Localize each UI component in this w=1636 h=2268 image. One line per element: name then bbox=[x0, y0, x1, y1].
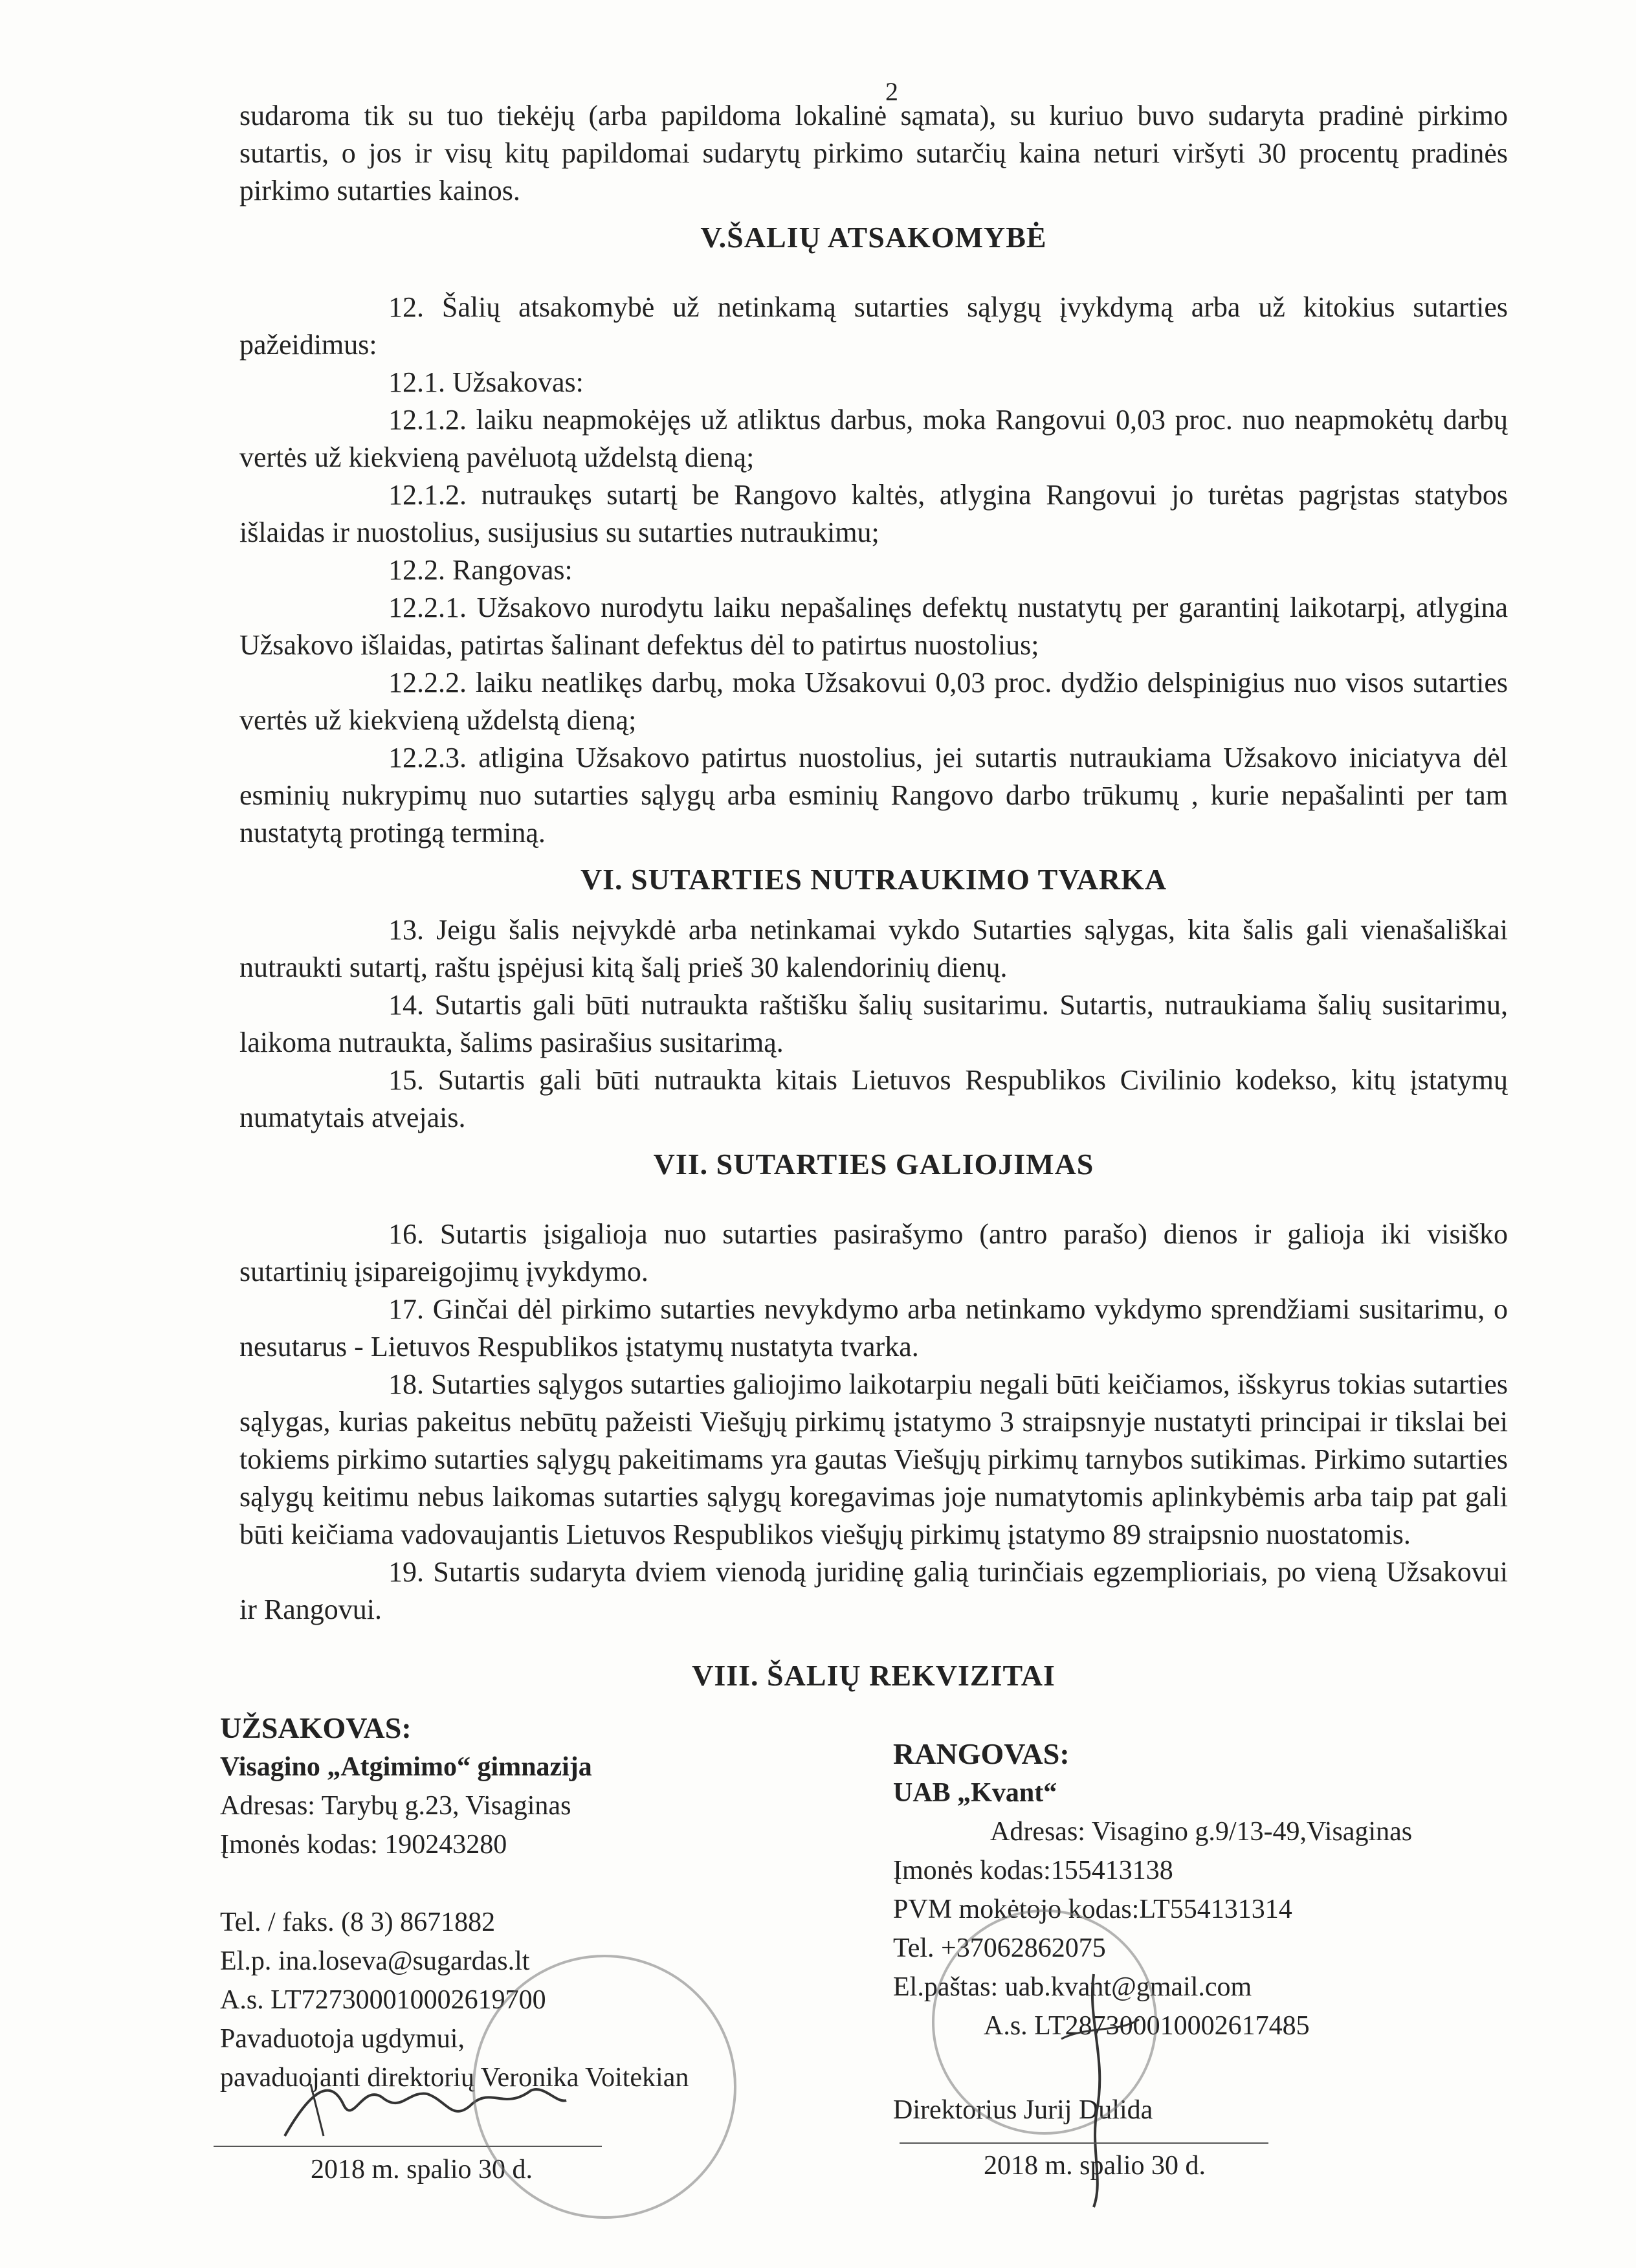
customer-signer-title: Pavaduotoja ugdymui, bbox=[220, 2024, 465, 2054]
clause-12-1-2b: 12.1.2. nutraukęs sutartį be Rangovo kaltės, atlygina Rangovui jo turėtas pagrįstas statybos išlaidas ir nuostolius, susijusius su sutarties nutraukimu; bbox=[239, 479, 1508, 548]
contractor-name: UAB „Kvant“ bbox=[893, 1778, 1057, 1808]
clause-18: 18. Sutarties sąlygos sutarties galiojimo laikotarpiu negali būti keičiamos, išskyrus tokias sutarties sąlygas, kurias pakeitus nebūtų pažeisti Viešųjų pirkimų įstatymo 3 straipsnyje nustatyti principai ir tikslai bei tokiems pirkimo sutarties sąlygų pakeitimams yra gautas Viešųjų pirkimų tarnybos sutikimas. Pirkimo sutarties sąlygų keitimu nebus laikomas sutarties sąlygų koregavimas joje numatytomis aplinkybėmis arba taip pat gali būti keičiama vadovaujantis Lietuvos Respublikos viešųjų pirkimų įstatymo 89 straipsnio nuostatomis. bbox=[239, 1368, 1508, 1550]
contractor-address: Adresas: Visagino g.9/13-49,Visaginas bbox=[990, 1817, 1413, 1847]
customer-email: El.p. ina.loseva@sugardas.lt bbox=[220, 1946, 530, 1976]
clause-13: 13. Jeigu šalis neįvykdė arba netinkamai vykdo Sutarties sąlygas, kita šalis gali vienašališkai nutraukti sutartį, raštu įspėjusi kitą šalį prieš 30 kalendorinių dienų. bbox=[239, 914, 1508, 983]
clause-12-2-1: 12.2.1. Užsakovo nurodytu laiku nepašalinęs defektų nustatytų per garantinį laikotarpį, atlygina Užsakovo išlaidas, patirtas šalinant defektus dėl to patirtus nuostolius; bbox=[239, 592, 1508, 661]
intro-paragraph: sudaroma tik su tuo tiekėjų (arba papildoma lokalinė sąmata), su kuriuo buvo sudaryta pradinė pirkimo sutartis, o jos ir visų kitų papildomai sudarytų pirkimo sutarčių kaina neturi viršyti 30 procentų pradinės pirkimo sutarties kainos. bbox=[239, 100, 1508, 206]
contractor-account: A.s. LT287300010002617485 bbox=[984, 2011, 1310, 2041]
customer-date: 2018 m. spalio 30 d. bbox=[311, 2155, 533, 2185]
contractor-role: RANGOVAS: bbox=[893, 1737, 1070, 1770]
clause-12-1: 12.1. Užsakovas: bbox=[388, 366, 584, 398]
clause-16: 16. Sutartis įsigalioja nuo sutarties pasirašymo (antro parašo) dienos ir galioja iki visiško sutartinių įsipareigojimų įvykdymo. bbox=[239, 1218, 1508, 1287]
contractor-date: 2018 m. spalio 30 d. bbox=[984, 2151, 1206, 2181]
section-title-liability: V.ŠALIŲ ATSAKOMYBĖ bbox=[700, 221, 1047, 254]
clause-12: 12. Šalių atsakomybė už netinkamą sutarties sąlygų įvykdymą arba už kitokius sutarties pažeidimus: bbox=[239, 291, 1508, 361]
clause-15: 15. Sutartis gali būti nutraukta kitais Lietuvos Respublikos Civilinio kodekso, kitų įstatymų numatytais atvejais. bbox=[239, 1064, 1508, 1133]
customer-signer: pavaduojanti direktorių Veronika Voitekian bbox=[220, 2063, 689, 2093]
clause-17: 17. Ginčai dėl pirkimo sutarties nevykdymo arba netinkamo vykdymo sprendžiami susitarimu, o nesutarus - Lietuvos Respublikos įstatymų nustatyta tvarka. bbox=[239, 1293, 1508, 1362]
contractor-vat-code: PVM mokėtojo kodas:LT554131314 bbox=[893, 1895, 1292, 1924]
contractor-signature-line bbox=[900, 2142, 1268, 2144]
customer-account: A.s. LT727300010002619700 bbox=[220, 1985, 546, 2015]
page-number: 2 bbox=[885, 77, 898, 106]
contract-body bbox=[239, 97, 1508, 1707]
customer-role: UŽSAKOVAS: bbox=[220, 1711, 412, 1744]
clause-12-2: 12.2. Rangovas: bbox=[388, 554, 573, 586]
clause-19: 19. Sutartis sudaryta dviem vienodą juridinę galią turinčiais egzemplioriais, po vieną Užsakovui ir Rangovui. bbox=[239, 1556, 1508, 1625]
clause-14: 14. Sutartis gali būti nutraukta raštišku šalių susitarimu. Sutartis, nutraukiama šalių susitarimu, laikoma nutraukta, šalims pasirašius susitarimą. bbox=[239, 989, 1508, 1058]
customer-phone: Tel. / faks. (8 3) 8671882 bbox=[220, 1907, 496, 1937]
clause-12-2-2: 12.2.2. laiku neatlikęs darbų, moka Užsakovui 0,03 proc. dydžio delspinigius nuo visos sutarties vertės už kiekvieną uždelstą dieną; bbox=[239, 667, 1508, 736]
customer-company-code: Įmonės kodas: 190243280 bbox=[220, 1830, 507, 1860]
contractor-phone: Tel. +37062862075 bbox=[893, 1933, 1106, 1963]
section-title-termination: VI. SUTARTIES NUTRAUKIMO TVARKA bbox=[580, 863, 1167, 896]
contractor-signer: Direktorius Jurij Dulida bbox=[893, 2095, 1153, 2125]
customer-stamp bbox=[472, 1955, 736, 2219]
customer-name: Visagino „Atgimimo“ gimnazija bbox=[220, 1752, 592, 1782]
section-title-validity: VII. SUTARTIES GALIOJIMAS bbox=[653, 1148, 1094, 1181]
section-title-requisites: VIII. ŠALIŲ REKVIZITAI bbox=[692, 1659, 1056, 1692]
contractor-email: El.paštas: uab.kvant@gmail.com bbox=[893, 1972, 1252, 2002]
contractor-company-code: Įmonės kodas:155413138 bbox=[893, 1856, 1173, 1885]
customer-address: Adresas: Tarybų g.23, Visaginas bbox=[220, 1791, 571, 1821]
clause-12-2-3: 12.2.3. atligina Užsakovo patirtus nuostolius, jei sutartis nutraukiama Užsakovo iniciatyva dėl esminių nukrypimų nuo sutarties sąlygų arba esminių Rangovo darbo trūkumų , kurie nepašalinti per tam nustatytą protingą terminą. bbox=[239, 742, 1508, 849]
clause-12-1-2a: 12.1.2. laiku neapmokėjęs už atliktus darbus, moka Rangovui 0,03 proc. nuo neapmokėtų darbų vertės už kiekvieną pavėluotą uždelstą dieną; bbox=[239, 404, 1508, 473]
